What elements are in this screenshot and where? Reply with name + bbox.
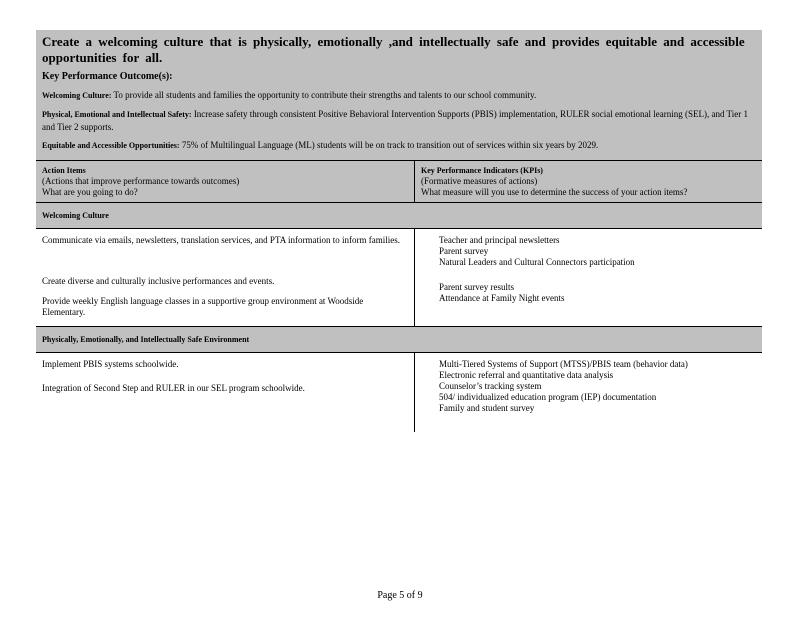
kpi-desc: (Formative measures of actions) — [421, 176, 538, 186]
kpi-item: Family and student survey — [421, 403, 756, 414]
goal-title: Create a welcoming culture that is physically, emotionally ,and intellectually safe and provides equitable and accessible opportunities for all. — [42, 34, 745, 65]
action-items-header — [36, 161, 415, 202]
kpi-header — [415, 161, 762, 202]
section-row — [36, 229, 762, 327]
outcome-label: Welcoming Culture: — [42, 91, 112, 100]
bullet-icon — [421, 246, 439, 257]
kpi-item: Multi-Tiered Systems of Support (MTSS)/PBIS team (behavior data) — [421, 359, 756, 370]
kpi-item: Parent survey results — [421, 282, 756, 293]
action-item: Create diverse and culturally inclusive performances and events. — [42, 276, 275, 286]
bullet-icon — [421, 370, 439, 381]
action-cell — [36, 353, 415, 432]
outcome-equity — [42, 139, 756, 152]
kpo-label: Key Performance Outcome(s): — [42, 71, 173, 82]
bullet-icon — [421, 403, 439, 414]
action-item: Provide weekly English language classes in a supportive group environment at Woodside Elementary. — [42, 296, 364, 317]
section-welcoming-culture: Welcoming Culture — [36, 203, 762, 229]
outcome-label: Equitable and Accessible Opportunities: — [42, 141, 180, 150]
outcome-safety — [42, 108, 756, 133]
action-items-desc: (Actions that improve performance towards outcomes) — [42, 176, 240, 186]
outcome-text: 75% of Multilingual Language (ML) students will be on track to transition out of services within six years by 2029. — [181, 140, 599, 150]
kpi-title: Key Performance Indicators (KPIs) — [421, 166, 543, 175]
bullet-icon — [421, 257, 439, 268]
bullet-icon — [421, 293, 439, 304]
action-item: Integration of Second Step and RULER in our SEL program schoolwide. — [42, 383, 305, 393]
bullet-icon — [421, 392, 439, 403]
kpi-item: 504/ individualized education program (IEP) documentation — [421, 392, 756, 403]
action-items-title: Action Items — [42, 166, 86, 175]
outcome-text: To provide all students and families the opportunity to contribute their strengths and talents to our school community. — [113, 90, 537, 100]
section-safe-environment: Physically, Emotionally, and Intellectually Safe Environment — [36, 327, 762, 353]
column-headers — [36, 160, 762, 203]
action-items-question: What are you going to do? — [42, 187, 138, 197]
section-row — [36, 353, 762, 432]
action-plan-table — [36, 30, 762, 432]
goal-header — [36, 30, 762, 160]
kpi-question: What measure will you use to determine the success of your action items? — [421, 187, 688, 197]
kpi-item: Natural Leaders and Cultural Connectors participation — [421, 257, 756, 268]
bullet-icon — [421, 235, 439, 246]
outcome-welcoming — [42, 89, 756, 102]
kpi-item: Parent survey — [421, 246, 756, 257]
outcome-text: Increase safety through consistent Positive Behavioral Intervention Supports (PBIS) implementation, RULER social emotional learning (SEL), and Tier 1 and Tier 2 supports. — [42, 109, 748, 132]
kpi-item: Teacher and principal newsletters — [421, 235, 756, 246]
kpi-cell — [415, 353, 762, 432]
action-item: Communicate via emails, newsletters, translation services, and PTA information to inform families. — [42, 235, 400, 245]
bullet-icon — [421, 381, 439, 392]
page-number: Page 5 of 9 — [377, 590, 423, 601]
bullet-icon — [421, 359, 439, 370]
action-cell — [36, 229, 415, 326]
kpi-item: Electronic referral and quantitative data analysis — [421, 370, 756, 381]
kpi-cell — [415, 229, 762, 326]
action-item: Implement PBIS systems schoolwide. — [42, 359, 179, 369]
kpi-item: Attendance at Family Night events — [421, 293, 756, 304]
outcome-label: Physical, Emotional and Intellectual Safety: — [42, 110, 192, 119]
kpi-item: Counselor’s tracking system — [421, 381, 756, 392]
bullet-icon — [421, 282, 439, 293]
